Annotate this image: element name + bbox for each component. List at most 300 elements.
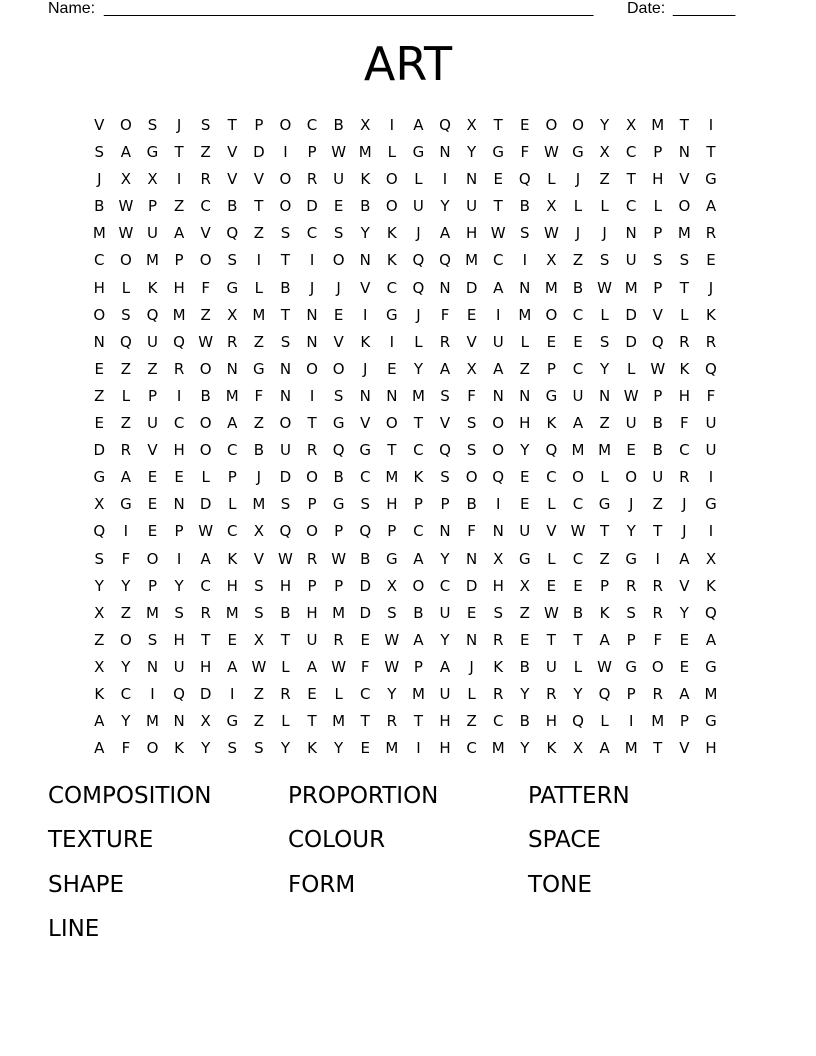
grid-letter: S: [520, 224, 530, 243]
grid-letter: I: [176, 170, 182, 189]
grid-letter: G: [705, 657, 717, 676]
grid-letter: Z: [599, 414, 610, 433]
grid-letter: J: [416, 305, 421, 324]
grid-letter: J: [682, 495, 687, 514]
puzzle-title: ART: [363, 37, 453, 91]
grid-letter: O: [279, 116, 292, 134]
grid-letter: A: [94, 712, 105, 731]
grid-letter: Q: [146, 305, 159, 324]
grid-letter: J: [575, 170, 581, 189]
grid-letter: O: [651, 657, 664, 676]
grid-letter: P: [147, 197, 157, 216]
grid-letter: I: [495, 495, 501, 514]
grid-letter: O: [279, 414, 292, 433]
grid-letter: H: [279, 576, 292, 595]
grid-letter: L: [201, 468, 210, 487]
grid-letter: L: [414, 332, 423, 351]
grid-letter: T: [254, 197, 264, 216]
grid-letter: F: [706, 386, 716, 405]
grid-letter: L: [281, 657, 290, 676]
grid-letter: E: [333, 305, 344, 324]
grid-letter: Y: [599, 116, 610, 134]
grid-letter: F: [360, 657, 370, 676]
grid-letter: J: [469, 657, 474, 676]
grid-letter: E: [147, 522, 158, 541]
grid-letter: W: [331, 549, 347, 568]
grid-letter: W: [198, 522, 214, 541]
grid-letter: R: [306, 170, 318, 189]
grid-letter: V: [546, 522, 557, 541]
grid-letter: O: [306, 468, 318, 487]
grid-letter: L: [600, 197, 609, 216]
grid-letter: Y: [174, 576, 184, 595]
grid-letter: I: [283, 143, 288, 162]
grid-letter: N: [173, 712, 185, 731]
grid-letter: V: [466, 332, 477, 351]
grid-letter: Q: [439, 116, 451, 134]
grid-letter: G: [705, 712, 717, 731]
grid-letter: P: [307, 495, 317, 514]
grid-letter: E: [573, 332, 583, 351]
grid-letter: N: [598, 386, 611, 405]
grid-letter: Y: [94, 576, 104, 595]
grid-letter: A: [413, 116, 424, 134]
grid-letter: K: [307, 739, 317, 758]
grid-letter: O: [572, 116, 584, 134]
grid-letter: C: [94, 251, 105, 270]
grid-letter: B: [200, 386, 211, 405]
grid-letter: W: [384, 630, 400, 649]
grid-letter: Z: [253, 414, 264, 433]
grid-letter: E: [466, 305, 477, 324]
grid-letter: V: [439, 414, 451, 433]
grid-letter: B: [519, 657, 530, 676]
grid-letter: T: [493, 116, 503, 134]
grid-letter: S: [147, 116, 158, 134]
grid-letter: X: [94, 495, 105, 514]
grid-letter: L: [653, 197, 662, 216]
grid-letter: Q: [598, 684, 611, 703]
grid-letter: S: [121, 305, 131, 324]
grid-letter: E: [227, 630, 237, 649]
letter-grid: [86, 112, 724, 762]
grid-letter: G: [93, 468, 106, 487]
grid-letter: Y: [599, 359, 610, 378]
grid-letter: N: [279, 386, 292, 405]
grid-letter: L: [520, 332, 529, 351]
grid-letter: O: [146, 739, 159, 758]
grid-letter: F: [467, 522, 476, 541]
grid-letter: I: [495, 305, 501, 324]
grid-letter: E: [94, 414, 105, 433]
grid-letter: W: [331, 657, 347, 676]
grid-letter: U: [705, 441, 717, 460]
grid-letter: S: [333, 386, 344, 405]
grid-letter: M: [332, 712, 346, 731]
grid-letter: N: [226, 359, 238, 378]
grid-letter: S: [440, 468, 450, 487]
grid-letter: Q: [332, 441, 345, 460]
grid-letter: R: [679, 468, 690, 487]
grid-letter: S: [599, 332, 610, 351]
grid-letter: B: [360, 197, 371, 216]
grid-letter: M: [225, 603, 239, 622]
grid-letter: P: [413, 657, 423, 676]
grid-letter: B: [652, 441, 663, 460]
grid-letter: Q: [518, 170, 531, 189]
grid-letter: Y: [387, 684, 397, 703]
grid-letter: T: [573, 630, 583, 649]
grid-letter: A: [413, 630, 424, 649]
grid-letter: W: [543, 224, 559, 243]
grid-letter: L: [414, 170, 423, 189]
grid-letter: G: [572, 143, 584, 162]
grid-letter: V: [652, 305, 663, 324]
grid-letter: P: [387, 522, 397, 541]
grid-letter: P: [174, 251, 184, 270]
grid-letter: P: [626, 684, 636, 703]
grid-letter: F: [520, 143, 530, 162]
grid-letter: G: [545, 386, 558, 405]
grid-letter: V: [333, 332, 344, 351]
grid-letter: L: [121, 386, 131, 405]
grid-letter: D: [279, 468, 292, 487]
grid-letter: E: [387, 359, 397, 378]
grid-letter: C: [386, 278, 398, 297]
grid-letter: N: [492, 522, 504, 541]
grid-letter: I: [655, 549, 660, 568]
grid-letter: S: [280, 224, 291, 243]
grid-letter: K: [679, 359, 690, 378]
grid-letter: R: [439, 332, 451, 351]
grid-letter: U: [625, 251, 637, 270]
grid-letter: A: [306, 657, 318, 676]
grid-letter: F: [680, 414, 689, 433]
grid-letter: V: [253, 170, 264, 189]
grid-letter: B: [466, 495, 477, 514]
grid-letter: G: [332, 495, 345, 514]
grid-letter: A: [572, 414, 584, 433]
grid-letter: E: [333, 197, 344, 216]
grid-letter: O: [199, 414, 212, 433]
grid-letter: M: [598, 441, 612, 460]
grid-letter: I: [256, 251, 262, 270]
grid-letter: G: [705, 495, 717, 514]
grid-letter: U: [146, 414, 158, 433]
grid-letter: E: [520, 630, 530, 649]
grid-letter: C: [679, 441, 690, 460]
grid-letter: P: [334, 576, 344, 595]
grid-letter: B: [333, 468, 344, 487]
grid-letter: H: [306, 603, 318, 622]
grid-letter: P: [413, 495, 423, 514]
grid-letter: P: [334, 522, 344, 541]
grid-letter: S: [94, 143, 105, 162]
grid-letter: J: [363, 359, 368, 378]
grid-letter: A: [493, 359, 504, 378]
grid-letter: M: [172, 305, 186, 324]
grid-letter: X: [94, 657, 105, 676]
grid-letter: K: [386, 224, 397, 243]
grid-letter: Z: [253, 332, 264, 351]
grid-letter: F: [440, 305, 450, 324]
grid-letter: D: [306, 197, 318, 216]
grid-letter: D: [625, 332, 637, 351]
grid-letter: A: [120, 143, 132, 162]
grid-letter: J: [628, 495, 634, 514]
grid-letter: T: [626, 170, 636, 189]
grid-letter: P: [653, 224, 663, 243]
grid-letter: L: [626, 359, 636, 378]
grid-letter: O: [545, 116, 558, 134]
word-list: [48, 778, 768, 955]
grid-letter: H: [652, 170, 664, 189]
grid-letter: N: [439, 522, 451, 541]
grid-letter: W: [198, 332, 214, 351]
grid-letter: N: [359, 386, 371, 405]
grid-letter: M: [385, 739, 399, 758]
grid-letter: O: [545, 305, 558, 324]
grid-letter: H: [173, 441, 185, 460]
grid-letter: W: [650, 359, 666, 378]
grid-letter: P: [174, 522, 184, 541]
grid-letter: E: [147, 495, 158, 514]
grid-letter: A: [439, 657, 451, 676]
grid-letter: C: [227, 441, 238, 460]
grid-letter: M: [677, 224, 691, 243]
grid-letter: Y: [413, 359, 423, 378]
grid-letter: E: [546, 332, 557, 351]
grid-letter: Q: [412, 251, 425, 270]
grid-letter: O: [119, 251, 132, 270]
grid-letter: W: [118, 197, 134, 216]
grid-letter: W: [118, 224, 134, 243]
grid-letter: U: [466, 197, 478, 216]
grid-letter: Y: [440, 197, 450, 216]
grid-letter: H: [226, 576, 238, 595]
grid-letter: E: [626, 441, 636, 460]
grid-letter: W: [331, 143, 347, 162]
grid-letter: P: [653, 278, 663, 297]
grid-letter: J: [176, 116, 182, 134]
grid-letter: S: [227, 739, 238, 758]
grid-letter: X: [519, 576, 530, 595]
grid-letter: U: [492, 332, 504, 351]
grid-letter: Y: [467, 143, 477, 162]
grid-letter: A: [413, 549, 424, 568]
grid-letter: Y: [121, 657, 131, 676]
grid-letter: K: [599, 603, 610, 622]
grid-letter: X: [546, 197, 557, 216]
grid-letter: O: [385, 197, 398, 216]
grid-letter: V: [679, 576, 690, 595]
grid-letter: P: [626, 630, 636, 649]
grid-letter: J: [416, 224, 421, 243]
grid-letter: M: [411, 386, 425, 405]
grid-letter: R: [705, 224, 717, 243]
grid-letter: A: [679, 684, 690, 703]
grid-letter: F: [467, 386, 476, 405]
grid-letter: I: [416, 739, 421, 758]
grid-letter: W: [597, 278, 612, 297]
grid-letter: O: [412, 576, 425, 595]
grid-letter: S: [174, 603, 184, 622]
grid-letter: I: [309, 251, 315, 270]
grid-letter: N: [439, 143, 451, 162]
grid-letter: Q: [492, 468, 505, 487]
grid-letter: O: [385, 170, 398, 189]
grid-letter: Y: [520, 441, 530, 460]
grid-letter: C: [492, 712, 504, 731]
grid-letter: P: [440, 495, 450, 514]
grid-letter: W: [543, 603, 559, 622]
grid-letter: R: [200, 603, 211, 622]
grid-letter: R: [652, 576, 663, 595]
grid-letter: T: [280, 630, 291, 649]
grid-letter: M: [252, 305, 266, 324]
grid-letter: L: [387, 143, 396, 162]
grid-letter: M: [146, 712, 159, 731]
grid-letter: H: [519, 414, 531, 433]
grid-letter: W: [384, 657, 400, 676]
grid-letter: M: [704, 684, 718, 703]
grid-letter: W: [597, 657, 612, 676]
grid-letter: J: [336, 278, 341, 297]
grid-letter: L: [547, 170, 556, 189]
grid-letter: J: [682, 522, 687, 541]
grid-letter: Y: [121, 576, 131, 595]
grid-letter: C: [466, 739, 477, 758]
grid-letter: X: [572, 739, 584, 758]
grid-letter: G: [386, 305, 398, 324]
grid-letter: W: [278, 549, 293, 568]
grid-letter: N: [678, 143, 690, 162]
grid-letter: S: [280, 332, 291, 351]
grid-letter: O: [93, 305, 106, 324]
grid-letter: S: [280, 495, 291, 514]
grid-letter: K: [706, 576, 716, 595]
grid-letter: K: [94, 684, 105, 703]
grid-letter: U: [146, 224, 158, 243]
grid-letter: Q: [173, 332, 185, 351]
grid-letter: Q: [279, 522, 292, 541]
grid-letter: X: [493, 549, 504, 568]
grid-letter: R: [492, 684, 504, 703]
grid-letter: R: [546, 684, 557, 703]
grid-letter: N: [625, 224, 637, 243]
grid-letter: N: [386, 386, 398, 405]
grid-letter: C: [173, 414, 185, 433]
grid-letter: A: [120, 468, 132, 487]
grid-letter: Q: [439, 441, 451, 460]
grid-letter: O: [119, 116, 132, 134]
grid-letter: K: [706, 305, 716, 324]
grid-letter: M: [518, 305, 532, 324]
grid-letter: W: [623, 386, 639, 405]
grid-letter: Y: [121, 712, 131, 731]
grid-letter: G: [598, 495, 611, 514]
grid-letter: J: [256, 468, 262, 487]
grid-letter: M: [146, 603, 159, 622]
grid-letter: R: [679, 332, 690, 351]
grid-letter: O: [199, 359, 212, 378]
grid-letter: V: [147, 441, 158, 460]
word-list-item: SHAPE: [48, 871, 125, 898]
grid-letter: N: [465, 170, 478, 189]
grid-letter: E: [493, 170, 503, 189]
grid-letter: D: [359, 603, 372, 622]
grid-letter: T: [493, 197, 503, 216]
grid-letter: S: [653, 251, 663, 270]
grid-letter: R: [625, 576, 637, 595]
grid-letter: M: [571, 441, 585, 460]
grid-letter: A: [173, 224, 185, 243]
grid-letter: Z: [519, 359, 530, 378]
grid-letter: Q: [545, 441, 558, 460]
grid-letter: E: [573, 576, 583, 595]
grid-letter: X: [599, 143, 610, 162]
grid-letter: F: [121, 739, 131, 758]
grid-letter: W: [570, 522, 586, 541]
grid-letter: T: [706, 143, 716, 162]
grid-letter: D: [199, 684, 212, 703]
grid-letter: A: [705, 197, 717, 216]
grid-letter: U: [173, 657, 185, 676]
grid-letter: V: [360, 414, 371, 433]
grid-letter: R: [120, 441, 132, 460]
grid-letter: A: [439, 224, 451, 243]
grid-letter: U: [146, 332, 158, 351]
grid-letter: M: [491, 739, 505, 758]
grid-letter: C: [306, 116, 318, 134]
grid-letter: G: [226, 278, 239, 297]
grid-letter: B: [253, 441, 264, 460]
grid-letter: L: [680, 305, 689, 324]
grid-letter: M: [225, 386, 239, 405]
grid-letter: O: [279, 170, 292, 189]
grid-letter: K: [493, 657, 504, 676]
grid-letter: U: [625, 414, 637, 433]
grid-letter: N: [306, 332, 318, 351]
word-list-item: SPACE: [528, 827, 601, 854]
grid-letter: L: [547, 549, 556, 568]
grid-letter: B: [572, 278, 584, 297]
grid-letter: M: [651, 116, 665, 134]
grid-letter: S: [599, 251, 610, 270]
grid-letter: S: [254, 576, 264, 595]
grid-letter: R: [386, 712, 398, 731]
grid-letter: L: [600, 468, 609, 487]
grid-letter: Y: [573, 684, 583, 703]
grid-letter: R: [280, 684, 291, 703]
grid-letter: U: [519, 522, 531, 541]
grid-letter: J: [602, 224, 607, 243]
grid-letter: R: [173, 359, 185, 378]
grid-letter: C: [572, 549, 584, 568]
grid-letter: L: [547, 495, 556, 514]
grid-letter: N: [492, 386, 504, 405]
grid-letter: U: [439, 684, 451, 703]
grid-letter: I: [309, 386, 315, 405]
grid-letter: I: [389, 116, 395, 134]
grid-letter: T: [174, 143, 184, 162]
grid-letter: Y: [334, 739, 344, 758]
grid-letter: O: [572, 468, 584, 487]
grid-letter: T: [546, 630, 556, 649]
grid-letter: S: [94, 549, 105, 568]
grid-letter: I: [708, 468, 714, 487]
grid-letter: L: [121, 278, 131, 297]
